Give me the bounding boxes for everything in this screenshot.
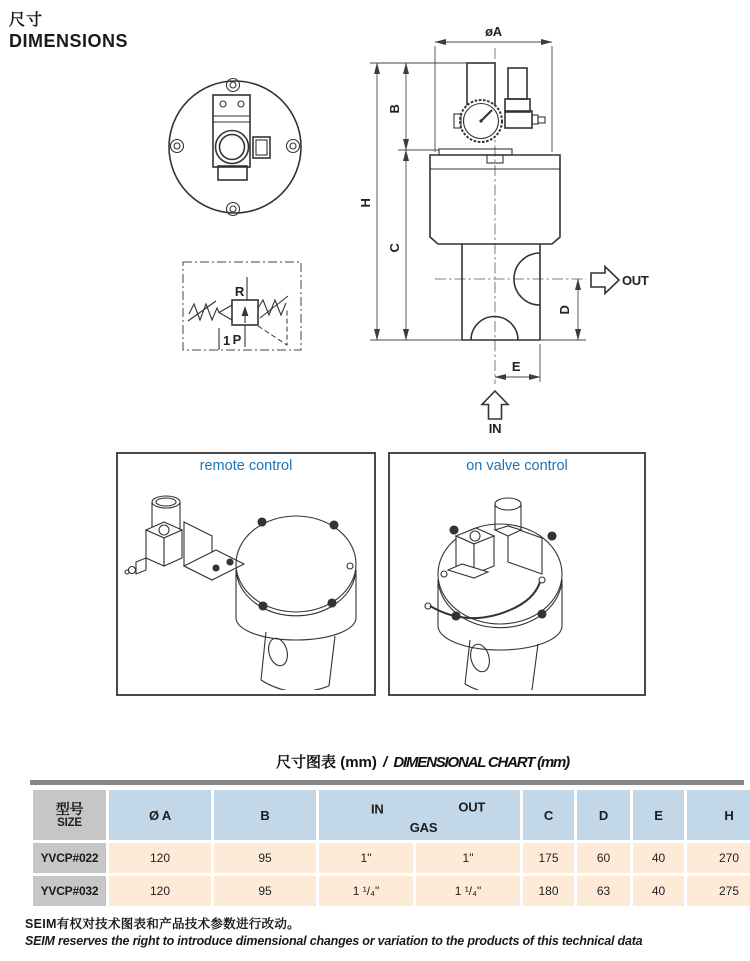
out-arrow-icon xyxy=(591,267,619,294)
in-arrow-icon xyxy=(482,391,508,419)
schematic-label-p: P xyxy=(232,332,241,347)
header-dia-a: Ø A xyxy=(109,790,211,840)
chart-title-en: DIMENSIONAL CHART (mm) xyxy=(393,754,569,771)
cell-h: 270 xyxy=(687,843,750,873)
cell-dia-a: 120 xyxy=(109,843,211,873)
table-row xyxy=(33,876,750,906)
cell-e: 40 xyxy=(633,876,684,906)
panel-on-valve-title: on valve control xyxy=(466,458,568,474)
header-size-cjk: 型号 xyxy=(55,800,84,817)
schematic-border xyxy=(183,262,301,350)
cell-b: 95 xyxy=(214,843,316,873)
dim-label-b: B xyxy=(387,104,402,114)
page-title-en: DIMENSIONS xyxy=(9,31,129,51)
header-c: C xyxy=(523,790,574,840)
dimension-table-section xyxy=(30,780,744,909)
table-row xyxy=(33,843,750,873)
header-h: H xyxy=(687,790,750,840)
header-size xyxy=(33,790,106,840)
panel-remote-control xyxy=(116,452,376,696)
cell-c: 180 xyxy=(523,876,574,906)
front-view-drawing xyxy=(355,10,665,445)
cell-in: 1" xyxy=(319,843,413,873)
gauge-assembly xyxy=(439,63,545,155)
cell-h: 275 xyxy=(687,876,750,906)
on-valve-control-illustration xyxy=(392,478,642,690)
dim-label-e: E xyxy=(511,359,521,374)
panel-on-valve-control xyxy=(388,452,646,696)
cell-out: 1 ¹/₄" xyxy=(416,876,520,906)
header-gas-label: GAS xyxy=(409,820,438,835)
chart-title xyxy=(30,751,745,772)
chart-title-cjk: 尺寸图表 (mm) xyxy=(276,754,377,771)
footer-disclaimer xyxy=(25,914,735,948)
page-title-cjk: 尺寸 xyxy=(9,12,44,29)
schematic-drawing xyxy=(175,250,310,355)
top-view-drawing xyxy=(162,66,312,226)
row-size-label: YVCP#032 xyxy=(33,876,106,906)
cell-b: 95 xyxy=(214,876,316,906)
table-top-bar xyxy=(30,780,744,785)
header-d: D xyxy=(577,790,630,840)
cell-d: 63 xyxy=(577,876,630,906)
dim-label-c: C xyxy=(387,243,402,253)
header-gas xyxy=(319,790,520,840)
cell-d: 60 xyxy=(577,843,630,873)
header-b: B xyxy=(214,790,316,840)
remote-control-illustration xyxy=(120,478,370,690)
panel-remote-title: remote control xyxy=(199,458,293,474)
header-in: IN xyxy=(370,801,384,817)
dim-label-h: H xyxy=(358,198,373,208)
table-header-row xyxy=(33,790,750,840)
footer-line-en: SEIM reserves the right to introduce dimensional changes or variation to the products of this technical data xyxy=(25,934,643,948)
chart-title-separator: / xyxy=(383,754,388,771)
dimension-lines xyxy=(370,42,586,382)
cell-dia-a: 120 xyxy=(109,876,211,906)
schematic-label-r: R xyxy=(234,284,244,299)
in-label: IN xyxy=(488,421,502,436)
schematic-label-1: 1 xyxy=(223,333,230,348)
cell-e: 40 xyxy=(633,843,684,873)
dim-label-d: D xyxy=(557,305,572,315)
footer-line-cjk: SEIM有权对技术图表和产品技术参数进行改动。 xyxy=(25,917,300,931)
out-label: OUT xyxy=(622,273,649,288)
cell-in: 1 ¹/₄" xyxy=(319,876,413,906)
cell-out: 1" xyxy=(416,843,520,873)
page-header xyxy=(9,7,128,52)
cell-c: 175 xyxy=(523,843,574,873)
header-e: E xyxy=(633,790,684,840)
header-size-en: SIZE xyxy=(57,816,82,829)
dimension-table xyxy=(30,787,750,909)
row-size-label: YVCP#022 xyxy=(33,843,106,873)
header-out: OUT xyxy=(458,799,486,815)
dim-label-dia-a: øA xyxy=(485,24,502,39)
